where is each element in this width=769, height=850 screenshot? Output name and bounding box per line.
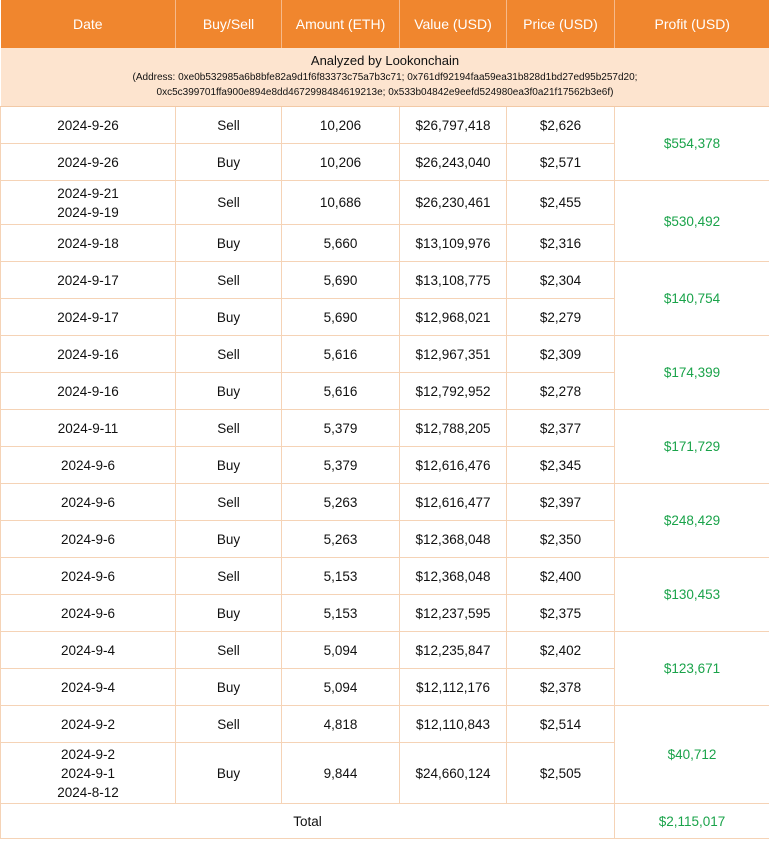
- header-value: Value (USD): [400, 0, 507, 48]
- amount-cell: 5,094: [282, 632, 400, 669]
- date-value: 2024-9-17: [57, 309, 119, 325]
- date-value: 2024-9-6: [60, 605, 116, 621]
- total-row: [1, 804, 769, 839]
- table-body: [1, 107, 769, 839]
- profit-cell: $130,453: [615, 558, 769, 632]
- amount-cell: 5,263: [282, 521, 400, 558]
- amount-cell: 10,206: [282, 144, 400, 181]
- type-cell: Sell: [176, 181, 282, 225]
- type-cell: Buy: [176, 595, 282, 632]
- amount-cell: 10,206: [282, 107, 400, 144]
- value-cell: $12,792,952: [400, 373, 507, 410]
- date-cell: [1, 373, 176, 410]
- date-value: 2024-9-6: [60, 494, 116, 510]
- table-row: [1, 336, 769, 373]
- header-type: Buy/Sell: [176, 0, 282, 48]
- table-row: [1, 632, 769, 669]
- date-value: 2024-9-21: [57, 185, 119, 201]
- amount-cell: 5,153: [282, 558, 400, 595]
- amount-cell: 5,690: [282, 262, 400, 299]
- date-cell: [1, 299, 176, 336]
- value-cell: $26,230,461: [400, 181, 507, 225]
- price-cell: $2,377: [507, 410, 615, 447]
- value-cell: $12,968,021: [400, 299, 507, 336]
- type-cell: Sell: [176, 706, 282, 743]
- price-cell: $2,304: [507, 262, 615, 299]
- date-cell: [1, 225, 176, 262]
- date-value: 2024-9-18: [57, 235, 119, 251]
- value-cell: $12,112,176: [400, 669, 507, 706]
- price-cell: $2,350: [507, 521, 615, 558]
- price-cell: $2,316: [507, 225, 615, 262]
- value-cell: $13,108,775: [400, 262, 507, 299]
- date-value: 2024-9-6: [60, 531, 116, 547]
- date-value: 2024-9-4: [60, 642, 116, 658]
- date-cell: [1, 336, 176, 373]
- type-cell: Sell: [176, 558, 282, 595]
- amount-cell: 5,616: [282, 336, 400, 373]
- price-cell: $2,378: [507, 669, 615, 706]
- date-cell: [1, 447, 176, 484]
- profit-cell: $174,399: [615, 336, 769, 410]
- date-value: 2024-9-6: [60, 568, 116, 584]
- date-cell: [1, 262, 176, 299]
- header-profit: Profit (USD): [615, 0, 769, 48]
- date-value: 2024-9-19: [57, 204, 119, 220]
- value-cell: $12,616,476: [400, 447, 507, 484]
- table-row: [1, 484, 769, 521]
- type-cell: Sell: [176, 336, 282, 373]
- price-cell: $2,279: [507, 299, 615, 336]
- amount-cell: 5,263: [282, 484, 400, 521]
- type-cell: Buy: [176, 373, 282, 410]
- amount-cell: 9,844: [282, 743, 400, 804]
- amount-cell: 5,094: [282, 669, 400, 706]
- type-cell: Buy: [176, 743, 282, 804]
- type-cell: Sell: [176, 410, 282, 447]
- amount-cell: 5,616: [282, 373, 400, 410]
- amount-cell: 5,379: [282, 410, 400, 447]
- table-row: [1, 181, 769, 225]
- price-cell: $2,455: [507, 181, 615, 225]
- date-cell: [1, 743, 176, 804]
- price-cell: $2,278: [507, 373, 615, 410]
- date-value: 2024-9-26: [57, 154, 119, 170]
- value-cell: $26,243,040: [400, 144, 507, 181]
- price-cell: $2,309: [507, 336, 615, 373]
- type-cell: Sell: [176, 484, 282, 521]
- date-value: 2024-8-12: [57, 784, 119, 800]
- header-amount: Amount (ETH): [282, 0, 400, 48]
- date-cell: [1, 521, 176, 558]
- value-cell: $13,109,976: [400, 225, 507, 262]
- date-value: 2024-9-16: [57, 346, 119, 362]
- amount-cell: 5,379: [282, 447, 400, 484]
- addresses-line-1: (Address: 0xe0b532985a6b8bfe82a9d1f6f83373c75a7b3c71; 0x761df92194faa59ea31b828d1bd27ed95b257d20;: [132, 72, 638, 83]
- type-cell: Buy: [176, 669, 282, 706]
- date-value: 2024-9-2: [60, 746, 116, 762]
- value-cell: $24,660,124: [400, 743, 507, 804]
- date-value: 2024-9-4: [60, 679, 116, 695]
- table-row: [1, 107, 769, 144]
- amount-cell: 5,690: [282, 299, 400, 336]
- price-cell: $2,626: [507, 107, 615, 144]
- date-cell: [1, 632, 176, 669]
- table-row: [1, 558, 769, 595]
- profit-cell: $530,492: [615, 181, 769, 262]
- value-cell: $12,235,847: [400, 632, 507, 669]
- profit-cell: $123,671: [615, 632, 769, 706]
- header-row: [1, 0, 769, 48]
- type-cell: Buy: [176, 225, 282, 262]
- date-value: 2024-9-1: [60, 765, 116, 781]
- addresses-line-2: 0xc5c399701ffa900e894e8dd4672998484619213e; 0x533b04842e9eefd524980ea3f0a21f17562b3e6f): [156, 87, 614, 98]
- header-date: Date: [1, 0, 176, 48]
- price-cell: $2,400: [507, 558, 615, 595]
- price-cell: $2,505: [507, 743, 615, 804]
- value-cell: $12,237,595: [400, 595, 507, 632]
- type-cell: Sell: [176, 632, 282, 669]
- table-row: [1, 706, 769, 743]
- amount-cell: 5,660: [282, 225, 400, 262]
- price-cell: $2,571: [507, 144, 615, 181]
- type-cell: Buy: [176, 144, 282, 181]
- date-value: 2024-9-2: [60, 716, 116, 732]
- date-value: 2024-9-11: [57, 420, 119, 436]
- price-cell: $2,345: [507, 447, 615, 484]
- date-cell: [1, 558, 176, 595]
- total-value: $2,115,017: [615, 804, 769, 839]
- price-cell: $2,375: [507, 595, 615, 632]
- value-cell: $12,788,205: [400, 410, 507, 447]
- profit-cell: $40,712: [615, 706, 769, 804]
- price-cell: $2,402: [507, 632, 615, 669]
- date-cell: [1, 144, 176, 181]
- type-cell: Sell: [176, 262, 282, 299]
- value-cell: $12,110,843: [400, 706, 507, 743]
- header-price: Price (USD): [507, 0, 615, 48]
- profit-cell: $171,729: [615, 410, 769, 484]
- type-cell: Sell: [176, 107, 282, 144]
- value-cell: $12,368,048: [400, 558, 507, 595]
- profit-cell: $554,378: [615, 107, 769, 181]
- date-cell: [1, 410, 176, 447]
- date-cell: [1, 484, 176, 521]
- type-cell: Buy: [176, 447, 282, 484]
- profit-cell: $140,754: [615, 262, 769, 336]
- value-cell: $12,616,477: [400, 484, 507, 521]
- profit-cell: $248,429: [615, 484, 769, 558]
- value-cell: $12,967,351: [400, 336, 507, 373]
- analyzed-row: [1, 48, 769, 107]
- date-value: 2024-9-17: [57, 272, 119, 288]
- value-cell: $26,797,418: [400, 107, 507, 144]
- amount-cell: 4,818: [282, 706, 400, 743]
- date-value: 2024-9-26: [57, 117, 119, 133]
- analyzed-title: Analyzed by Lookonchain: [310, 53, 460, 68]
- total-label: Total: [1, 804, 615, 839]
- analyzed-cell: [1, 48, 769, 107]
- type-cell: Buy: [176, 521, 282, 558]
- date-cell: [1, 107, 176, 144]
- amount-cell: 5,153: [282, 595, 400, 632]
- price-cell: $2,397: [507, 484, 615, 521]
- date-value: 2024-9-6: [60, 457, 116, 473]
- type-cell: Buy: [176, 299, 282, 336]
- table-row: [1, 410, 769, 447]
- date-value: 2024-9-16: [57, 383, 119, 399]
- amount-cell: 10,686: [282, 181, 400, 225]
- date-cell: [1, 669, 176, 706]
- price-cell: $2,514: [507, 706, 615, 743]
- date-cell: [1, 181, 176, 225]
- value-cell: $12,368,048: [400, 521, 507, 558]
- date-cell: [1, 595, 176, 632]
- table-row: [1, 262, 769, 299]
- date-cell: [1, 706, 176, 743]
